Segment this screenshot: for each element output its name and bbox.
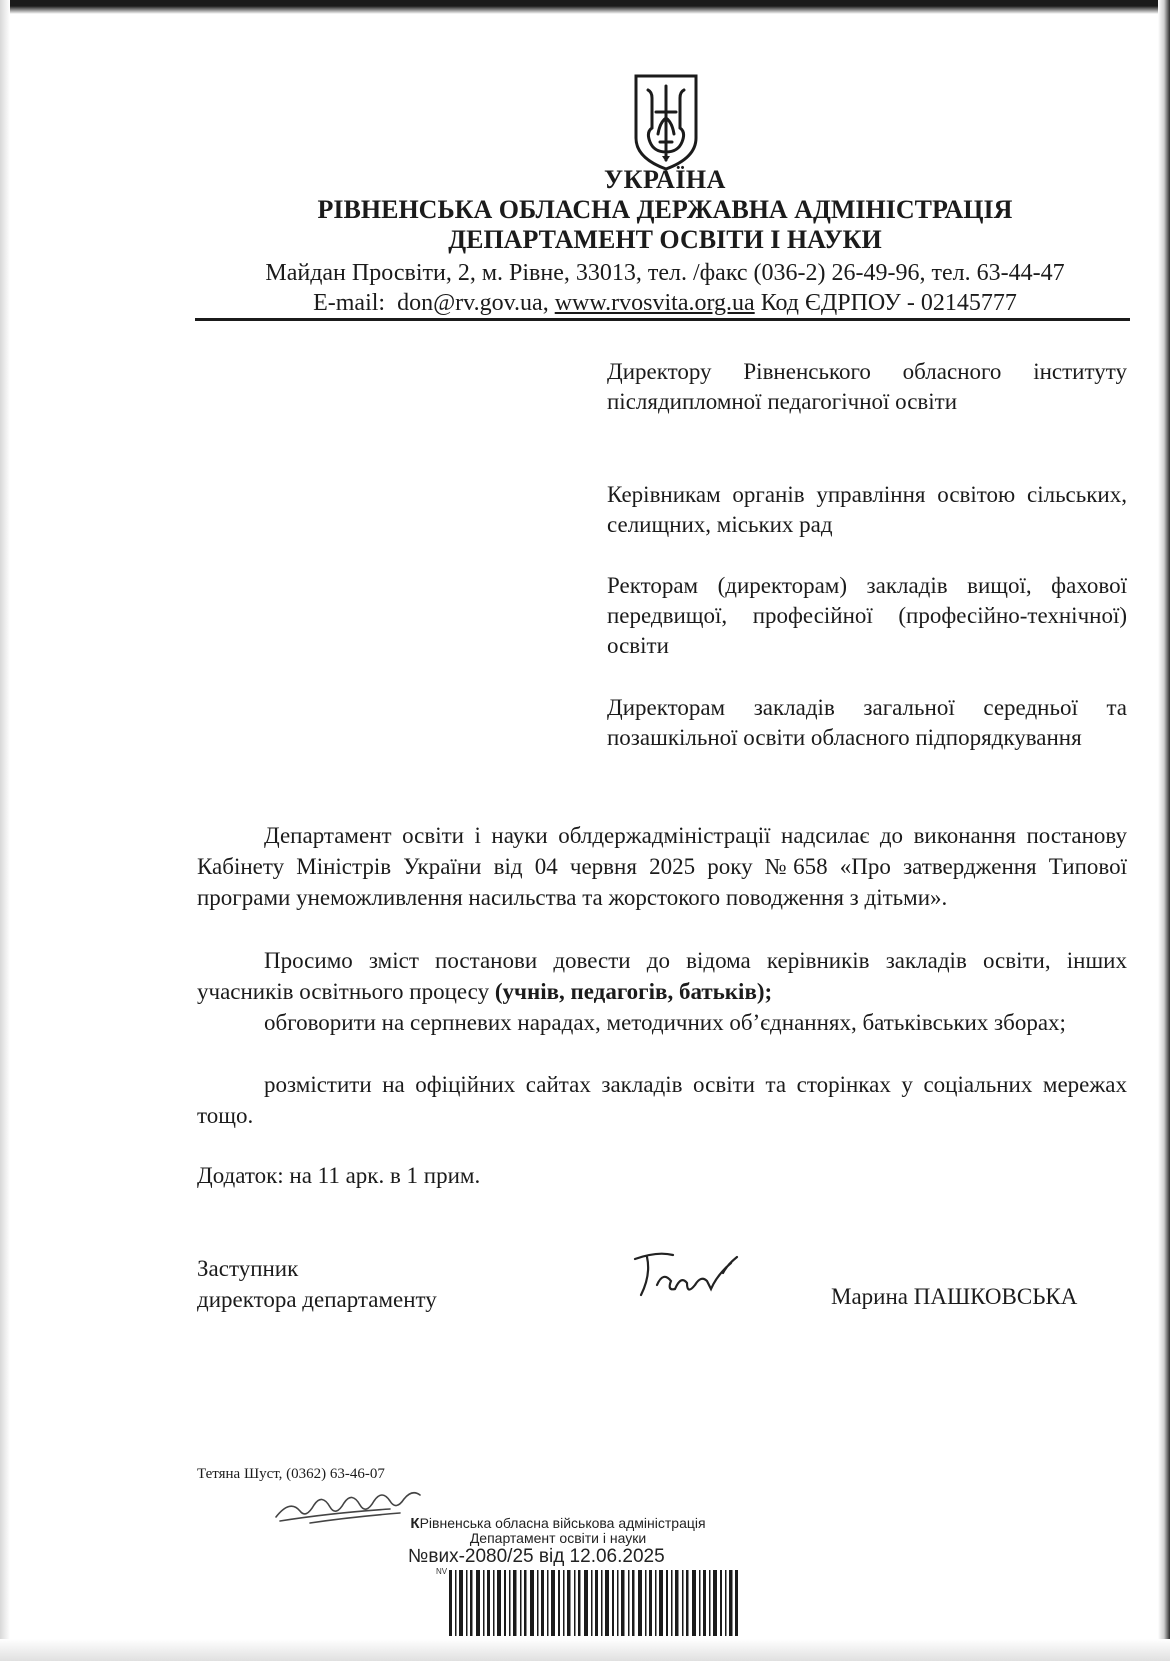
body-paragraph-3: обговорити на серпневих нарадах, методичних об’єднаннях, батьківських зборах; [264, 1010, 1066, 1035]
registration-number: №вих-2080/25 від 12.06.2025 [408, 1546, 665, 1567]
header-divider [195, 318, 1130, 321]
stamp-organization [378, 1516, 738, 1546]
signatory-title-line-1: Заступник [197, 1256, 299, 1281]
body-paragraph-4: розмістити на офіційних сайтах закладів освіти та сторінках у соціальних мережах тощо. [197, 1072, 1127, 1128]
body-paragraph-2 [197, 945, 1127, 1007]
scan-edge-bottom [0, 1639, 1170, 1661]
signatory-name: Марина ПАШКОВСЬКА [831, 1284, 1078, 1309]
stamp-org-name: Рівненська обласна військова адміністрація [419, 1515, 706, 1531]
edrpou-code: Код ЄДРПОУ - 02145777 [760, 290, 1017, 316]
stamp-department: Департамент освіти і науки [469, 1530, 647, 1546]
header-address: Майдан Просвіти, 2, м. Рівне, 33013, тел. /факс (036-2) 26-49-96, тел. 63-44-47 [265, 260, 1065, 286]
addressee-institute: Директору Рівненського обласного інституту післядипломної педагогічної освіти [607, 359, 1127, 414]
email-link[interactable]: don@rv.gov.ua, [397, 290, 549, 316]
handwritten-signature-icon [627, 1245, 747, 1305]
addressee-local-education: Керівникам органів управління освітою сільських, селищних, міських рад [607, 482, 1127, 537]
stamp-org-line [378, 1516, 738, 1531]
body-paragraph-2-bold: (учнів, педагогів, батьків); [494, 979, 773, 1004]
scan-edge-right [1158, 0, 1170, 1661]
website-link[interactable]: www.rvosvita.org.ua [554, 290, 755, 316]
email-label: E-mail: [313, 290, 386, 316]
coat-of-arms-icon [632, 72, 700, 172]
scan-edge-top [0, 0, 1170, 14]
appendix-note: Додаток: на 11 арк. в 1 прим. [197, 1163, 481, 1188]
body-paragraph-1: Департамент освіти і науки облдержадміністрації надсилає до виконання постанову Кабінету Міністрів України від 04 червня 2025 року №658 «Про затвердження Типової програми унеможливлення насильства та жорстокого поводження з дітьми». [197, 823, 1127, 910]
header-contacts [195, 290, 1135, 317]
signatory-title [197, 1253, 437, 1315]
addressee-rectors: Ректорам (директорам) закладів вищої, фахової передвищої, професійної (професійно-технічної) освіти [607, 573, 1127, 658]
barcode-mark: NV [436, 1567, 448, 1576]
scan-edge-left [0, 0, 10, 1661]
stamp-org-mark: К [410, 1515, 420, 1532]
body-paragraph-2-text: Просимо зміст постанови довести до відома керівників закладів освіти, інших учасників освітнього процесу [197, 948, 1127, 1004]
header-administration: РІВНЕНСЬКА ОБЛАСНА ДЕРЖАВНА АДМІНІСТРАЦІЯ [317, 195, 1013, 224]
header-country: УКРАЇНА [604, 165, 726, 194]
header-department: ДЕПАРТАМЕНТ ОСВІТИ І НАУКИ [448, 225, 882, 254]
addressee-school-directors: Директорам закладів загальної середньої та позашкільної освіти обласного підпорядкування [607, 695, 1127, 750]
signatory-title-line-2: директора департаменту [197, 1287, 437, 1312]
executor-contact: Тетяна Шуст, (0362) 63-46-07 [197, 1466, 385, 1482]
barcode-icon [449, 1570, 739, 1636]
